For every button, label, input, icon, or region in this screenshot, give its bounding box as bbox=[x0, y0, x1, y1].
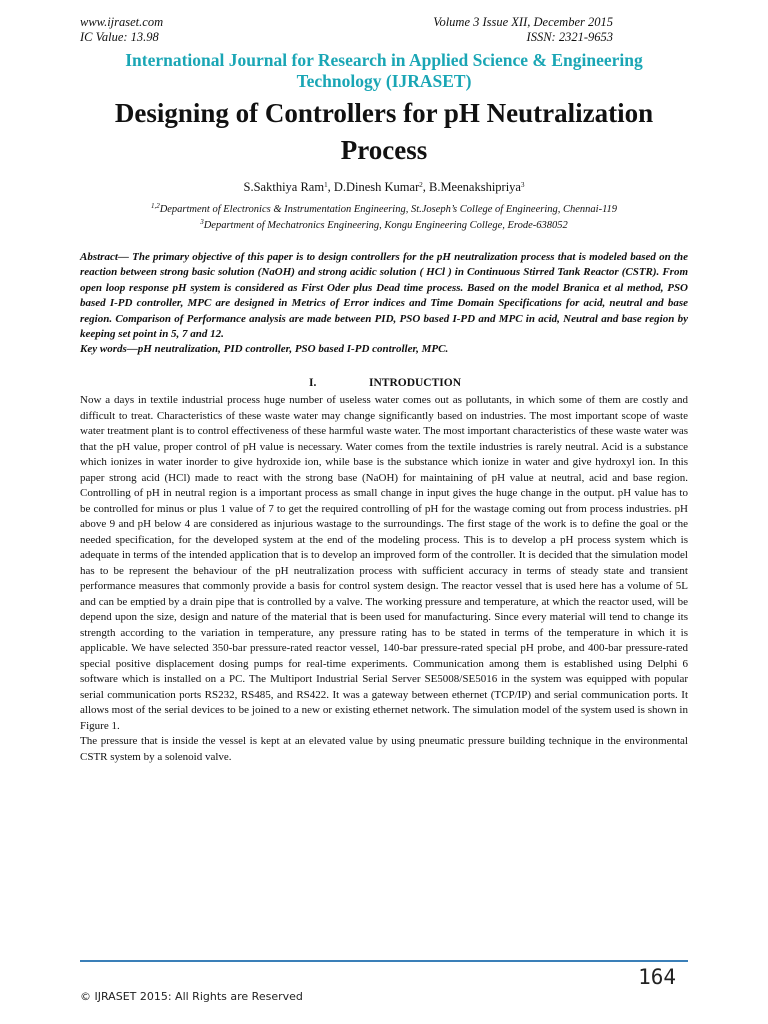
author-affiliation-mark: 3 bbox=[520, 181, 525, 189]
copyright-notice: © IJRASET 2015: All Rights are Reserved bbox=[80, 990, 303, 1003]
affiliation bbox=[80, 219, 688, 232]
author-name: D.Dinesh Kumar bbox=[333, 180, 420, 194]
author-separator: , bbox=[422, 180, 429, 194]
journal-name-line2: Technology (IJRASET) bbox=[296, 71, 472, 91]
author-list bbox=[80, 180, 688, 195]
author-name: S.Sakthiya Ram bbox=[243, 180, 325, 194]
abstract bbox=[80, 250, 688, 358]
volume-issue: Volume 3 Issue XII, December 2015 bbox=[433, 15, 613, 29]
paragraph: Now a days in textile industrial process huge number of useless water comes out as pollutants, in which some of them are costly and difficult to treat. Characteristics of these waste water may change significantly based on industries. The most important scope of waste water treatment plant is to control effectiveness of these harmful waste water. The most important characteristics of these waste water was that the pH value, proper control of pH value is necessary. Water comes from the textile industries is rarely neutral. Acid is a substance which ionizes in water inorder to give hydroxide ion, while base is the substance which ionize in water and give hydroxyl ion. In this paper strong acid (HCl) made to react with the strong base (NaOH) for maintaining of pH value at neutral, acid and base region. Controlling of pH in neutral region is a important process as small change in input gives the huge change in the output. pH value has to be controlled for minus or plus 1 value of 7 to get the required controlling of pH for the wastage coming out from process industries. pH above 9 and pH below 4 are considered as injurious wastage to the surroundings. The first stage of the work is to define the goal or the needed specification, for the developed system at the end of the modeling process. This is to develop a pH process system which is adequate in terms of the intended application that is to develop an improved form of the controller. It is decided that the simulation model has to be represent the behaviour of the pH neutralization process with sufficient accuracy in terms of steady state and transient performance measures that commonly provide a basis for control system design. The reactor vessel that is used here has a volume of 5L and can be emptied by a drain pipe that is controlled by a valve. The working pressure and temperature, at which the reactor used, will be depend upon the size, design and nature of the material that is been used for manufacturing. Since every material will tend to change its strength according to the variation in temperature, any pressure rating has to be stated in terms of the temperature in which it is applicable. We have selected 350-bar pressure-rated reactor vessel, 140-bar pressure-rated special pH probe, and 400-bar pressure-rated special positive displacement dosing pumps for real-time experiments. Communication among them is established using Delphi 6 software which is installed on a PC. The Multiport Industrial Serial Server SE5008/SE5016 in the system was equipped with popular serial communication ports RS232, RS485, and RS422. It was a gateway between ethernet (TCP/IP) and serial communication ports. It allows most of the serial devices to be joined to a new or existing ethernet network. The simulation model of the system used is shown in Figure 1. bbox=[80, 394, 688, 732]
author-separator: , bbox=[327, 180, 334, 194]
author-affiliation-mark: 2 bbox=[419, 181, 423, 189]
page-number: 164 bbox=[638, 965, 676, 989]
paper-title-line2: Process bbox=[340, 135, 428, 165]
author-name: B.Meenakshipriya bbox=[428, 180, 521, 194]
affiliation-mark: 1,2 bbox=[150, 202, 160, 210]
footer-rule bbox=[80, 960, 688, 962]
abstract-label: Abstract— bbox=[80, 251, 129, 263]
affiliation bbox=[80, 203, 688, 216]
paragraph: The pressure that is inside the vessel is kept at an elevated value by using pneumatic pressure building technique in the environmental CSTR system by a solenoid valve. bbox=[80, 735, 688, 763]
journal-website: www.ijraset.com bbox=[80, 15, 164, 29]
journal-name bbox=[80, 50, 688, 92]
affiliation-text: Department of Mechatronics Engineering, Kongu Engineering College, Erode-638052 bbox=[203, 220, 568, 231]
affiliation-text: Department of Electronics & Instrumentation Engineering, St.Joseph’s College of Engineering, Chennai-119 bbox=[159, 204, 618, 215]
paper-title bbox=[80, 95, 688, 169]
journal-name-line1: International Journal for Research in Applied Science & Engineering bbox=[125, 50, 643, 70]
body-text bbox=[80, 393, 688, 765]
affiliation-mark: 3 bbox=[200, 218, 204, 226]
paper-title-line1: Designing of Controllers for pH Neutralization bbox=[114, 98, 654, 128]
issn: ISSN: 2321-9653 bbox=[526, 30, 613, 44]
keywords-label: Key words— bbox=[80, 343, 138, 356]
section-number: I. bbox=[309, 377, 317, 389]
keywords-text: pH neutralization, PID controller, PSO based I-PD controller, MPC. bbox=[137, 343, 449, 356]
author-affiliation-mark: 1 bbox=[324, 181, 328, 189]
abstract-text: The primary objective of this paper is to design controllers for the pH neutralization process that is modeled based on the reaction between strong basic solution (NaOH) and strong acidic solution ( HCl ) in Continuous Stirred Tank Reactor (CSTR). From open loop response pH system is considered as First Oder plus Dead time process. Based on the model Branica et al method, PSO based I-PD controller, MPC are designed in Metrics of Error indices and Time Domain Specifications for acid, neutral and base region. Comparison of Performance analysis are made between PID, PSO based I-PD and MPC in acid, Neutral and base region by keeping set point in 5, 7 and 12. bbox=[80, 251, 688, 341]
ic-value: IC Value: 13.98 bbox=[80, 30, 159, 44]
section-title: INTRODUCTION bbox=[369, 377, 462, 389]
